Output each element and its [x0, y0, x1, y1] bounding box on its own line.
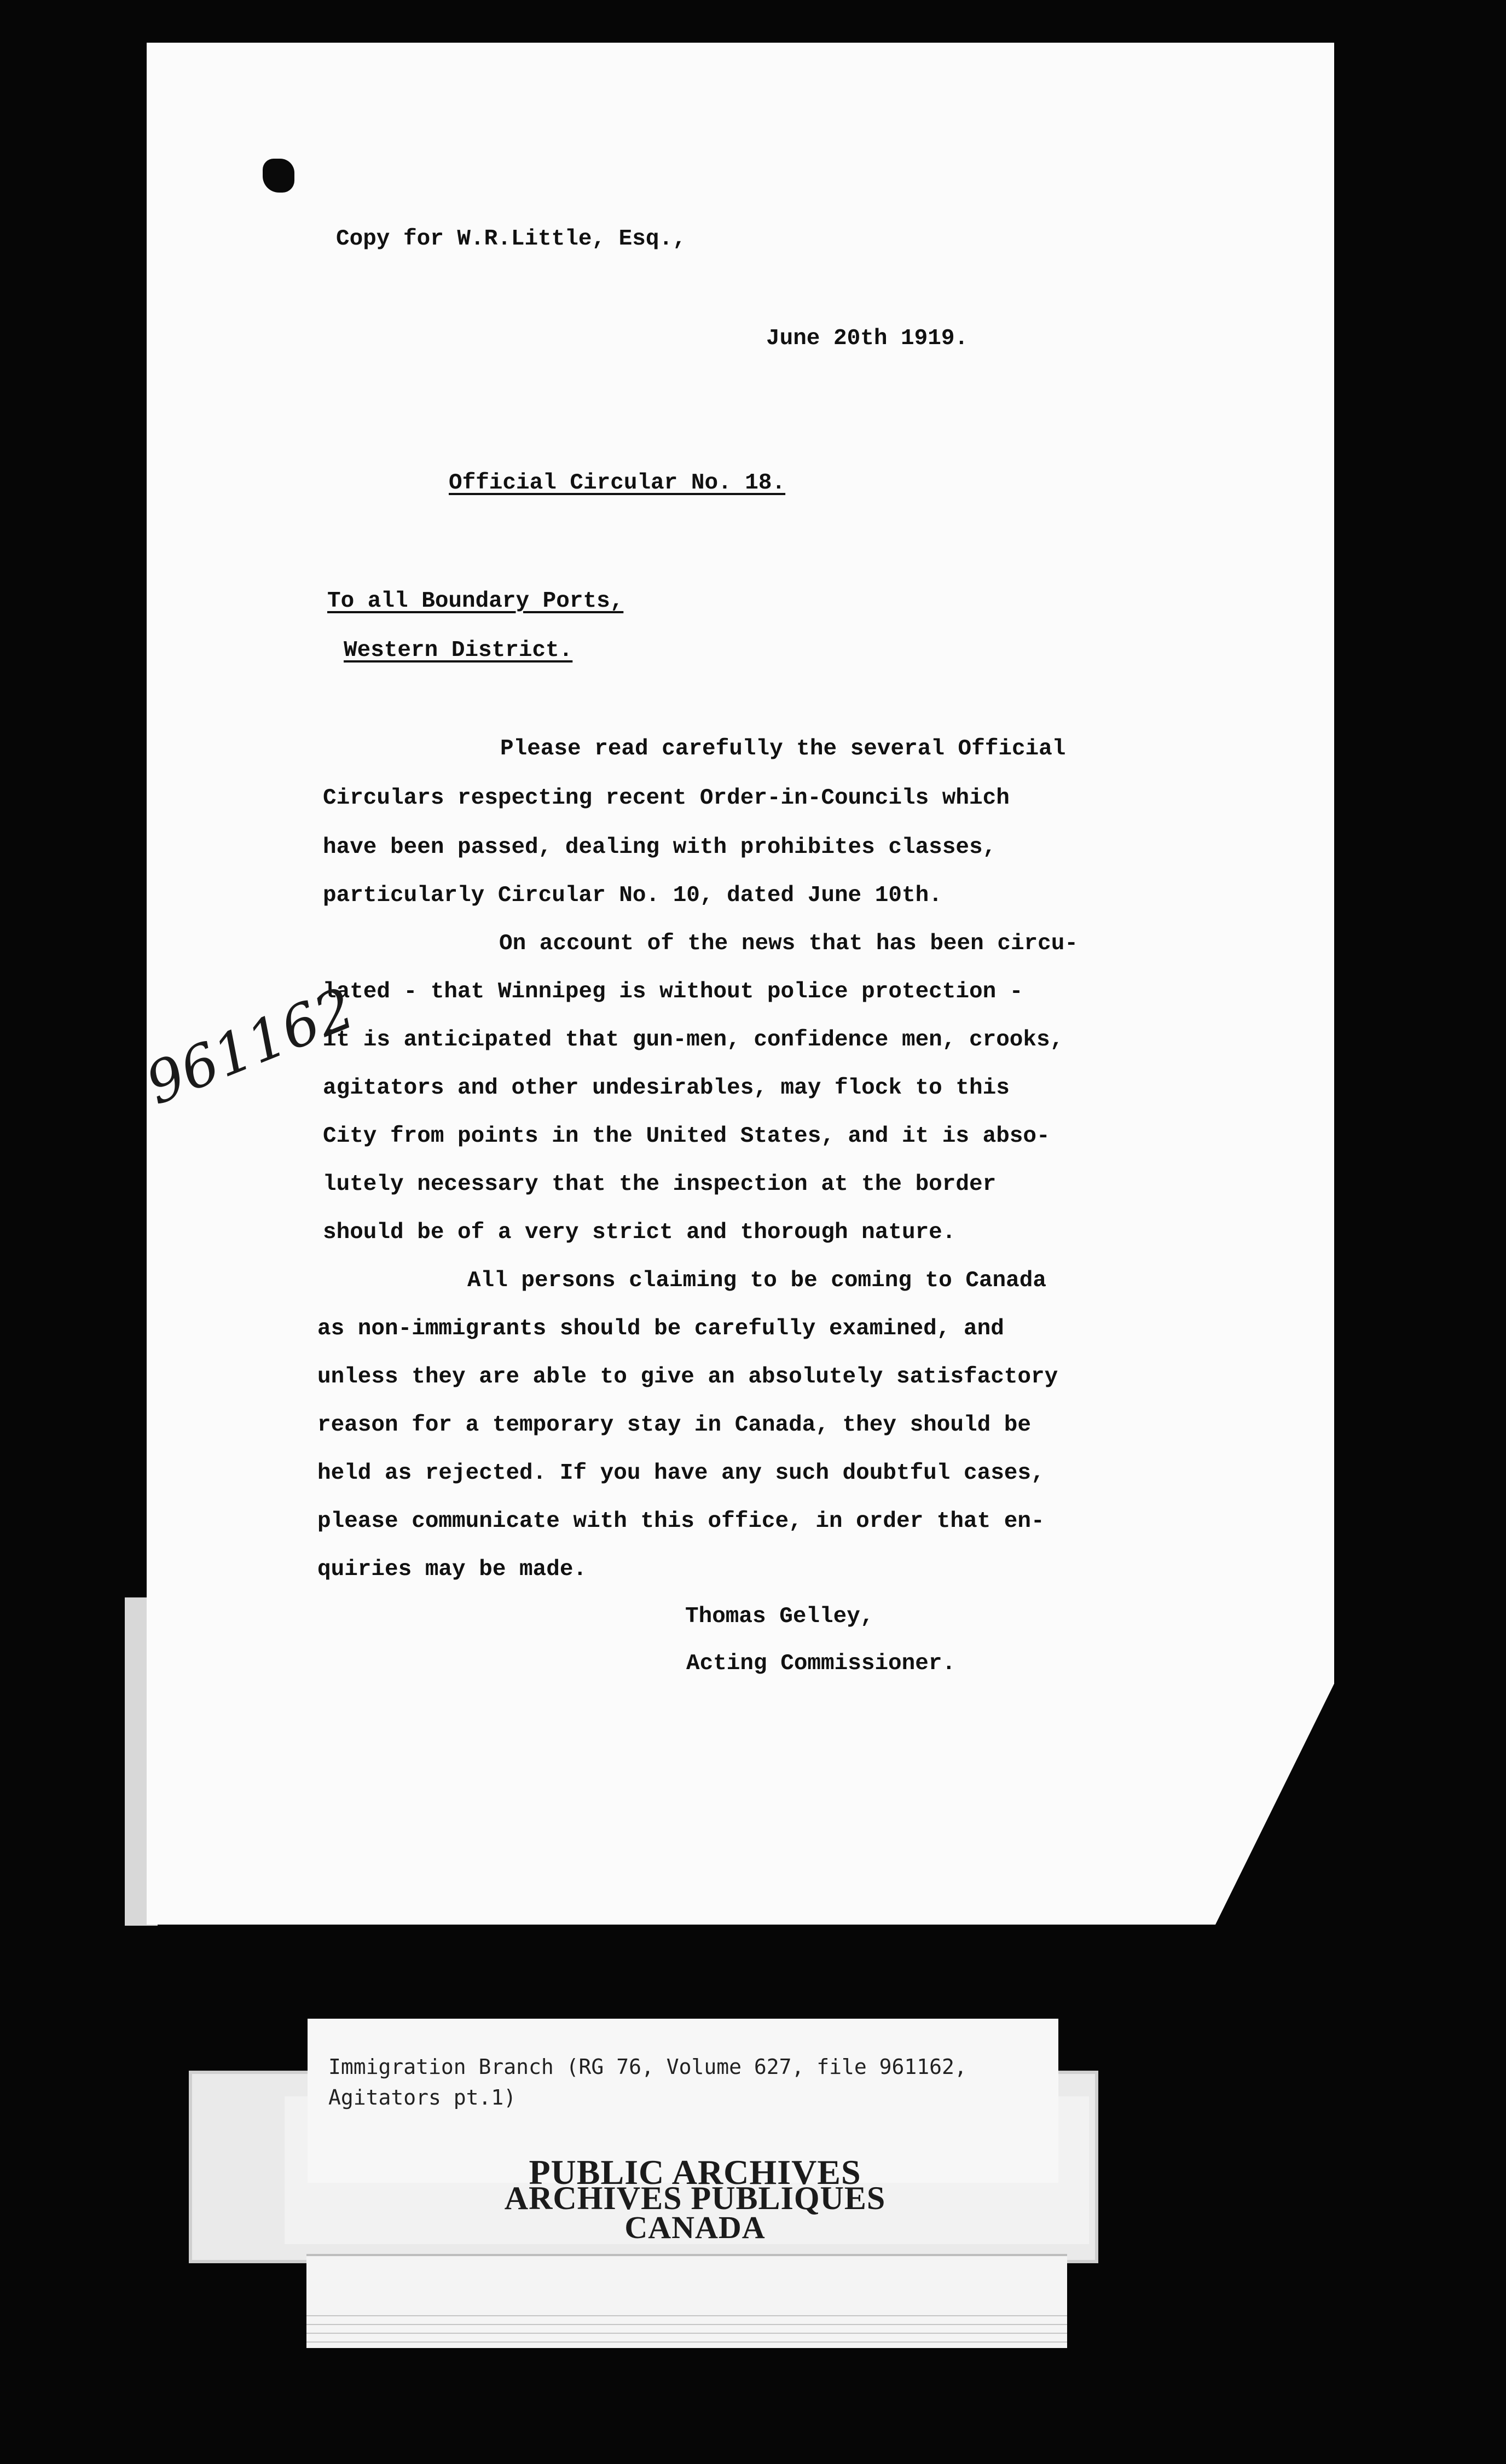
handwritten-file-number: 961162: [137, 974, 363, 1118]
card-edge-line: [306, 2341, 1067, 2343]
body-line: unless they are able to give an absolutely satisfactory: [317, 1364, 1058, 1390]
body-line: lated - that Winnipeg is without police protection -: [323, 979, 1023, 1004]
body-line: agitators and other undesirables, may flock to this: [323, 1076, 1010, 1101]
card-edge-line: [306, 2333, 1067, 2334]
copy-line: Copy for W.R.Little, Esq.,: [336, 226, 686, 252]
body-line: On account of the news that has been circu-: [499, 931, 1078, 956]
punch-hole: [263, 159, 294, 193]
address-line-1: To all Boundary Ports,: [327, 589, 624, 614]
body-line: quiries may be made.: [317, 1557, 587, 1582]
card-edge-line: [306, 2315, 1067, 2316]
body-line: Circulars respecting recent Order-in-Councils which: [323, 786, 1010, 811]
signature-name: Thomas Gelley,: [685, 1604, 874, 1629]
body-line: particularly Circular No. 10, dated June 10th.: [323, 883, 942, 908]
archive-reference-line-1: Immigration Branch (RG 76, Volume 627, file 961162,: [328, 2055, 967, 2079]
stamp-line-1: PUBLIC ARCHIVES: [529, 2153, 861, 2192]
body-line: All persons claiming to be coming to Canada: [467, 1268, 1046, 1293]
archive-reference-line-2: Agitators pt.1): [328, 2085, 517, 2109]
microfilm-card-stack: [306, 2254, 1067, 2348]
body-line: should be of a very strict and thorough nature.: [323, 1220, 956, 1245]
stamp-line-3: CANADA: [624, 2210, 766, 2245]
body-line: City from points in the United States, and it is abso-: [323, 1124, 1050, 1149]
body-line: lutely necessary that the inspection at the border: [323, 1172, 997, 1197]
signature-title: Acting Commissioner.: [686, 1651, 956, 1676]
body-line: Please read carefully the several Official: [500, 736, 1066, 762]
archive-reference-text: [328, 2052, 967, 2113]
body-line: have been passed, dealing with prohibites classes,: [323, 835, 997, 860]
letter-date: June 20th 1919.: [766, 326, 969, 351]
body-line: reason for a temporary stay in Canada, they should be: [317, 1413, 1032, 1438]
body-line: please communicate with this office, in order that en-: [317, 1509, 1045, 1534]
circular-title: Official Circular No. 18.: [449, 470, 786, 496]
card-edge-line: [306, 2324, 1067, 2325]
body-line: it is anticipated that gun-men, confidence men, crooks,: [323, 1027, 1064, 1053]
body-line: held as rejected. If you have any such doubtful cases,: [317, 1461, 1045, 1486]
body-line: as non-immigrants should be carefully examined, and: [317, 1316, 1004, 1341]
stamp-line-2: ARCHIVES PUBLIQUES: [504, 2180, 886, 2216]
address-line-2: Western District.: [344, 638, 573, 663]
